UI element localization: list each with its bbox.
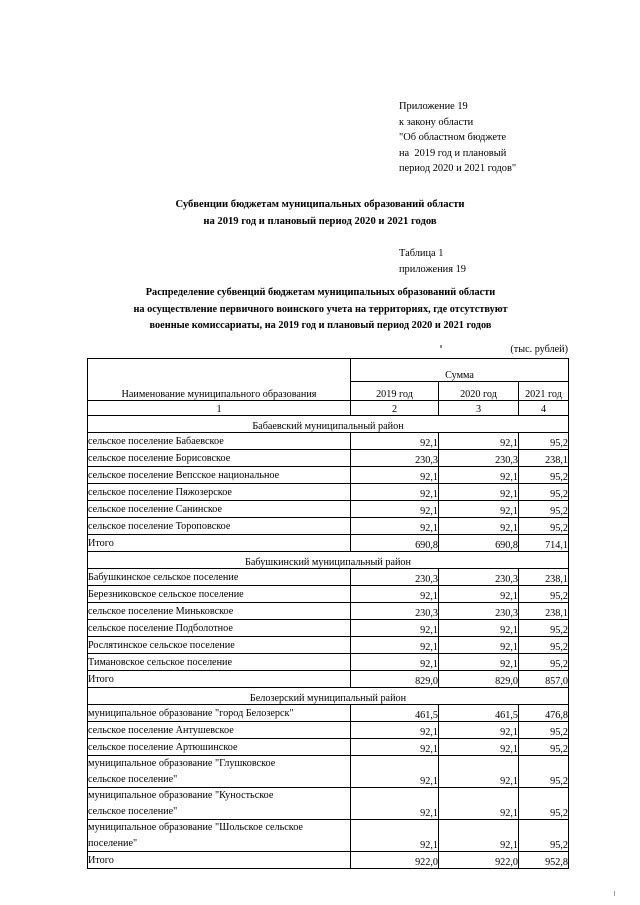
total-label: Итого (88, 671, 351, 688)
appendix-reference-line: Приложение 19 (399, 101, 468, 112)
row-value-2019: 461,5 (351, 705, 439, 722)
section-title: Бабушкинский муниципальный район (88, 552, 569, 569)
row-value-2019: 230,3 (351, 450, 439, 467)
total-value-2021: 714,1 (519, 535, 569, 552)
row-municipality-name: сельское поселение Тороповское (88, 518, 351, 535)
table-header-row-1 (88, 359, 569, 382)
row-value-2021: 95,2 (519, 637, 569, 654)
document-subtitle-line: на осуществление первичного воинского учета на территориях, где отсутствуют (133, 303, 508, 315)
row-municipality-name: сельское поселение Санинское (88, 501, 351, 518)
row-municipality-name: сельское поселение Вепсское национальное (88, 467, 351, 484)
row-value-2021: 95,2 (519, 484, 569, 501)
row-value-2019: 92,1 (351, 637, 439, 654)
row-value-2019: 92,1 (351, 739, 439, 756)
table-appendix: приложения 19 (399, 263, 466, 275)
column-number-3: 3 (439, 401, 519, 416)
row-value-2020: 92,1 (439, 467, 519, 484)
row-value-2020: 230,3 (439, 450, 519, 467)
column-number-2: 2 (351, 401, 439, 416)
row-value-2021: 238,1 (519, 569, 569, 586)
header-year-2020: 2020 год (439, 382, 519, 401)
total-value-2021: 952,8 (519, 852, 569, 869)
table-total-row (88, 852, 569, 869)
table-row (88, 586, 569, 603)
row-municipality-name: сельское поселение Миньковское (88, 603, 351, 620)
table-row (88, 433, 569, 450)
row-value-2021: 95,2 (519, 586, 569, 603)
total-label: Итого (88, 535, 351, 552)
document-subtitle-line: военные комиссариаты, на 2019 год и плановый период 2020 и 2021 годов (149, 320, 492, 331)
table-total-row (88, 671, 569, 688)
row-value-2020: 461,5 (439, 705, 519, 722)
table-row (88, 654, 569, 671)
table-row (88, 467, 569, 484)
row-value-2019: 92,1 (351, 467, 439, 484)
column-number-1: 1 (88, 401, 351, 416)
table-row (88, 620, 569, 637)
row-municipality-name: сельское поселение Бабаевское (88, 433, 351, 450)
page-edge-mark (614, 891, 615, 896)
row-municipality-name: сельское поселение Подболотное (88, 620, 351, 637)
row-value-2021: 95,2 (519, 722, 569, 739)
table-row (88, 722, 569, 739)
row-value-2020: 230,3 (439, 569, 519, 586)
header-name-column: Наименование муниципального образования (88, 359, 351, 401)
row-value-2021: 95,2 (519, 820, 569, 852)
row-municipality-name: Рослятинское сельское поселение (88, 637, 351, 654)
row-value-2021: 238,1 (519, 450, 569, 467)
row-municipality-name: сельское поселение Артюшинское (88, 739, 351, 756)
document-title-line: на 2019 год и плановый период 2020 и 2021 годов (203, 215, 437, 227)
row-value-2020: 92,1 (439, 739, 519, 756)
document-subtitle-line: Распределение субвенций бюджетам муниципальных образований области (145, 287, 496, 298)
table-row (88, 637, 569, 654)
total-value-2021: 857,0 (519, 671, 569, 688)
table-row (88, 739, 569, 756)
table-row (88, 603, 569, 620)
row-value-2021: 95,2 (519, 654, 569, 671)
table-total-row (88, 535, 569, 552)
appendix-reference-line: к закону области (399, 116, 474, 128)
row-value-2019: 92,1 (351, 756, 439, 788)
section-title: Белозерский муниципальный район (88, 688, 569, 705)
section-title: Бабаевский муниципальный район (88, 416, 569, 433)
row-value-2020: 92,1 (439, 654, 519, 671)
row-value-2019: 92,1 (351, 501, 439, 518)
row-value-2021: 95,2 (519, 788, 569, 820)
row-municipality-name: муниципальное образование "Глушковское сельское поселение" (88, 756, 351, 788)
units-note: (тыс. рублей) (510, 344, 568, 355)
row-value-2020: 92,1 (439, 756, 519, 788)
table-head (88, 359, 569, 416)
document-title (70, 197, 570, 230)
row-value-2021: 95,2 (519, 756, 569, 788)
row-value-2019: 92,1 (351, 820, 439, 852)
row-value-2019: 92,1 (351, 620, 439, 637)
table-row (88, 788, 569, 820)
table-reference-block (399, 246, 629, 277)
row-value-2019: 92,1 (351, 586, 439, 603)
row-municipality-name: муниципальное образование "Шольское сельское поселение" (88, 820, 351, 852)
table-row (88, 569, 569, 586)
subventions-table-container (87, 358, 568, 869)
row-value-2020: 92,1 (439, 518, 519, 535)
table-section-header-row (88, 688, 569, 705)
table-row (88, 756, 569, 788)
row-value-2019: 92,1 (351, 722, 439, 739)
appendix-reference-line: "Об областном бюджете (399, 132, 507, 144)
appendix-reference-block (399, 99, 629, 177)
total-value-2020: 922,0 (439, 852, 519, 869)
header-sum-group: Сумма (351, 359, 569, 382)
total-value-2019: 829,0 (351, 671, 439, 688)
table-column-number-row (88, 401, 569, 416)
table-row (88, 450, 569, 467)
row-value-2020: 92,1 (439, 722, 519, 739)
row-value-2019: 230,3 (351, 569, 439, 586)
total-label: Итого (88, 852, 351, 869)
row-municipality-name: Бабушкинское сельское поселение (88, 569, 351, 586)
row-value-2019: 92,1 (351, 518, 439, 535)
row-value-2020: 92,1 (439, 501, 519, 518)
table-row (88, 705, 569, 722)
row-value-2021: 95,2 (519, 467, 569, 484)
row-value-2021: 95,2 (519, 501, 569, 518)
row-value-2020: 92,1 (439, 820, 519, 852)
table-row (88, 518, 569, 535)
row-municipality-name: сельское поселение Пяжозерское (88, 484, 351, 501)
row-municipality-name: муниципальное образование "город Белозерск" (88, 705, 351, 722)
total-value-2019: 690,8 (351, 535, 439, 552)
row-value-2020: 92,1 (439, 484, 519, 501)
table-section-header-row (88, 416, 569, 433)
total-value-2020: 829,0 (439, 671, 519, 688)
table-number: Таблица 1 (399, 248, 444, 259)
row-value-2020: 92,1 (439, 637, 519, 654)
row-value-2019: 92,1 (351, 788, 439, 820)
total-value-2019: 922,0 (351, 852, 439, 869)
row-value-2019: 92,1 (351, 654, 439, 671)
table-section-header-row (88, 552, 569, 569)
table-row (88, 484, 569, 501)
subventions-table (87, 358, 569, 869)
row-value-2021: 95,2 (519, 518, 569, 535)
header-year-2021: 2021 год (519, 382, 569, 401)
row-value-2021: 238,1 (519, 603, 569, 620)
row-value-2021: 476,8 (519, 705, 569, 722)
row-value-2020: 92,1 (439, 586, 519, 603)
row-municipality-name: сельское поселение Антушевское (88, 722, 351, 739)
row-value-2020: 92,1 (439, 788, 519, 820)
row-municipality-name: муниципальное образование "Куностьское сельское поселение" (88, 788, 351, 820)
row-municipality-name: сельское поселение Борисовское (88, 450, 351, 467)
table-row (88, 501, 569, 518)
row-value-2020: 92,1 (439, 620, 519, 637)
appendix-reference-line: период 2020 и 2021 годов" (399, 163, 517, 175)
row-municipality-name: Тимановское сельское поселение (88, 654, 351, 671)
appendix-reference-line: на 2019 год и плановый (399, 147, 507, 159)
row-municipality-name: Березниковское сельское поселение (88, 586, 351, 603)
document-subtitle (58, 285, 583, 335)
table-row (88, 820, 569, 852)
row-value-2021: 95,2 (519, 620, 569, 637)
row-value-2019: 92,1 (351, 484, 439, 501)
column-number-4: 4 (519, 401, 569, 416)
row-value-2021: 95,2 (519, 739, 569, 756)
row-value-2019: 230,3 (351, 603, 439, 620)
document-title-line: Субвенции бюджетам муниципальных образований области (175, 199, 465, 210)
row-value-2020: 92,1 (439, 433, 519, 450)
total-value-2020: 690,8 (439, 535, 519, 552)
table-body (88, 416, 569, 869)
header-year-2019: 2019 год (351, 382, 439, 401)
row-value-2019: 92,1 (351, 433, 439, 450)
row-value-2021: 95,2 (519, 433, 569, 450)
row-value-2020: 230,3 (439, 603, 519, 620)
